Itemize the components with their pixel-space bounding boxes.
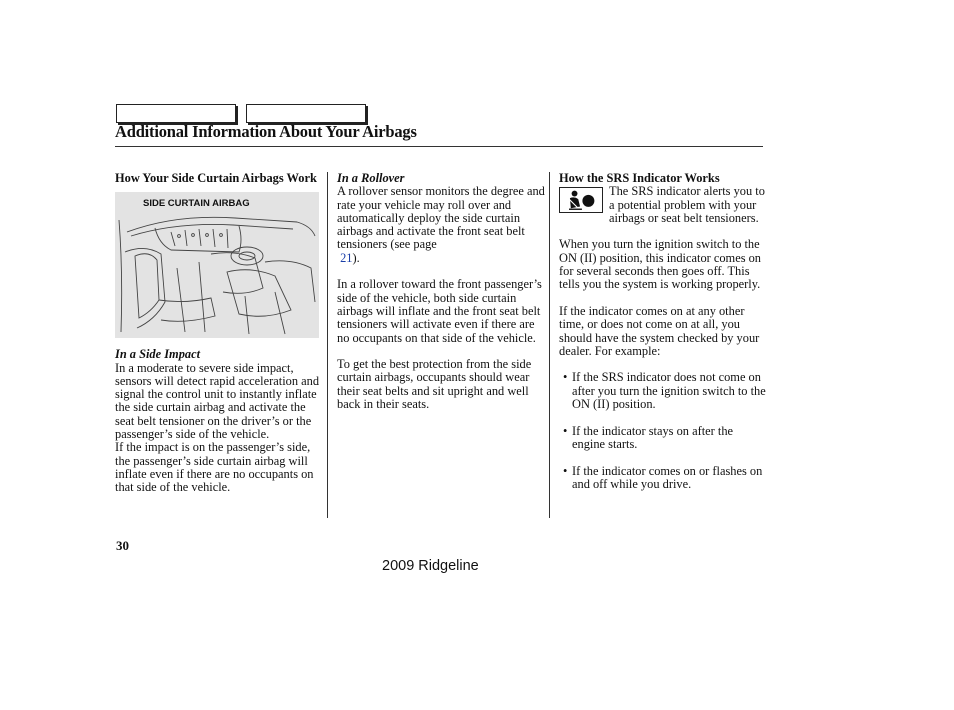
- paragraph-end: ).: [352, 250, 360, 265]
- bullet-item: • If the indicator stays on after the engine starts.: [559, 425, 769, 452]
- paragraph: If the indicator comes on at any other time, or does not come on at all, you should have the system checked by your dealer. For example:: [559, 303, 760, 358]
- subsection-heading-side-impact: In a Side Impact: [115, 347, 201, 362]
- title-divider: [115, 146, 763, 147]
- paragraph: If the impact is on the passenger’s side, the passenger’s side curtain airbag will inflate even if there are no occupants on that side of the vehicle.: [115, 440, 314, 495]
- side-curtain-airbag-figure: [115, 192, 319, 338]
- bullet-item: • If the indicator comes on or flashes on and off while you drive.: [559, 465, 769, 492]
- section-heading: How Your Side Curtain Airbags Work: [115, 171, 317, 185]
- column-srs-indicator: [559, 172, 769, 504]
- vehicle-interior-illustration: [115, 192, 319, 338]
- paragraph: [559, 185, 769, 225]
- paragraph: When you turn the ignition switch to the ON (II) position, this indicator comes on for several seconds then goes off. This tells you the system is working properly.: [559, 237, 762, 292]
- section-heading: How the SRS Indicator Works: [559, 171, 720, 185]
- paragraph: In a rollover toward the front passenger’s side of the vehicle, both side curtain airbags will inflate and the front seat belt tensioners will activate even if there are no occupants on that side of the vehicle.: [337, 277, 542, 345]
- subsection-heading-rollover: In a Rollover: [337, 171, 405, 185]
- column-rollover: [337, 172, 545, 425]
- paragraph-text: The SRS indicator alerts you to a potential problem with your airbags or seat belt tensioners.: [609, 184, 765, 225]
- srs-airbag-indicator-icon: [559, 187, 603, 213]
- page-number: 30: [116, 538, 129, 553]
- column-side-impact: [115, 172, 325, 495]
- page-title: Additional Information About Your Airbags: [115, 122, 417, 141]
- column-divider-2: [549, 172, 550, 518]
- paragraph: In a moderate to severe side impact, sensors will detect rapid acceleration and signal the control unit to instantly inflate the side curtain airbag and activate the seat belt tensioner on the driver’s or the passenger’s side of the vehicle.: [115, 360, 320, 442]
- page-reference-link[interactable]: 21: [340, 250, 353, 265]
- paragraph: To get the best protection from the side curtain airbags, occupants should wear their seat belts and sit upright and well back in their seats.: [337, 357, 532, 412]
- nav-tab-box-1[interactable]: [116, 104, 236, 123]
- nav-tab-box-2[interactable]: [246, 104, 366, 123]
- paragraph: [337, 185, 545, 265]
- column-divider-1: [327, 172, 328, 518]
- paragraph-text: A rollover sensor monitors the degree and rate your vehicle may roll over and automatically deploy the side curtain airbags and activate the front seat belt tensioners (see page: [337, 184, 545, 252]
- footer-model-label: 2009 Ridgeline: [382, 558, 479, 574]
- figure-label: SIDE CURTAIN AIRBAG: [143, 198, 250, 210]
- bullet-item: • If the SRS indicator does not come on after you turn the ignition switch to the ON (II) position.: [559, 371, 769, 411]
